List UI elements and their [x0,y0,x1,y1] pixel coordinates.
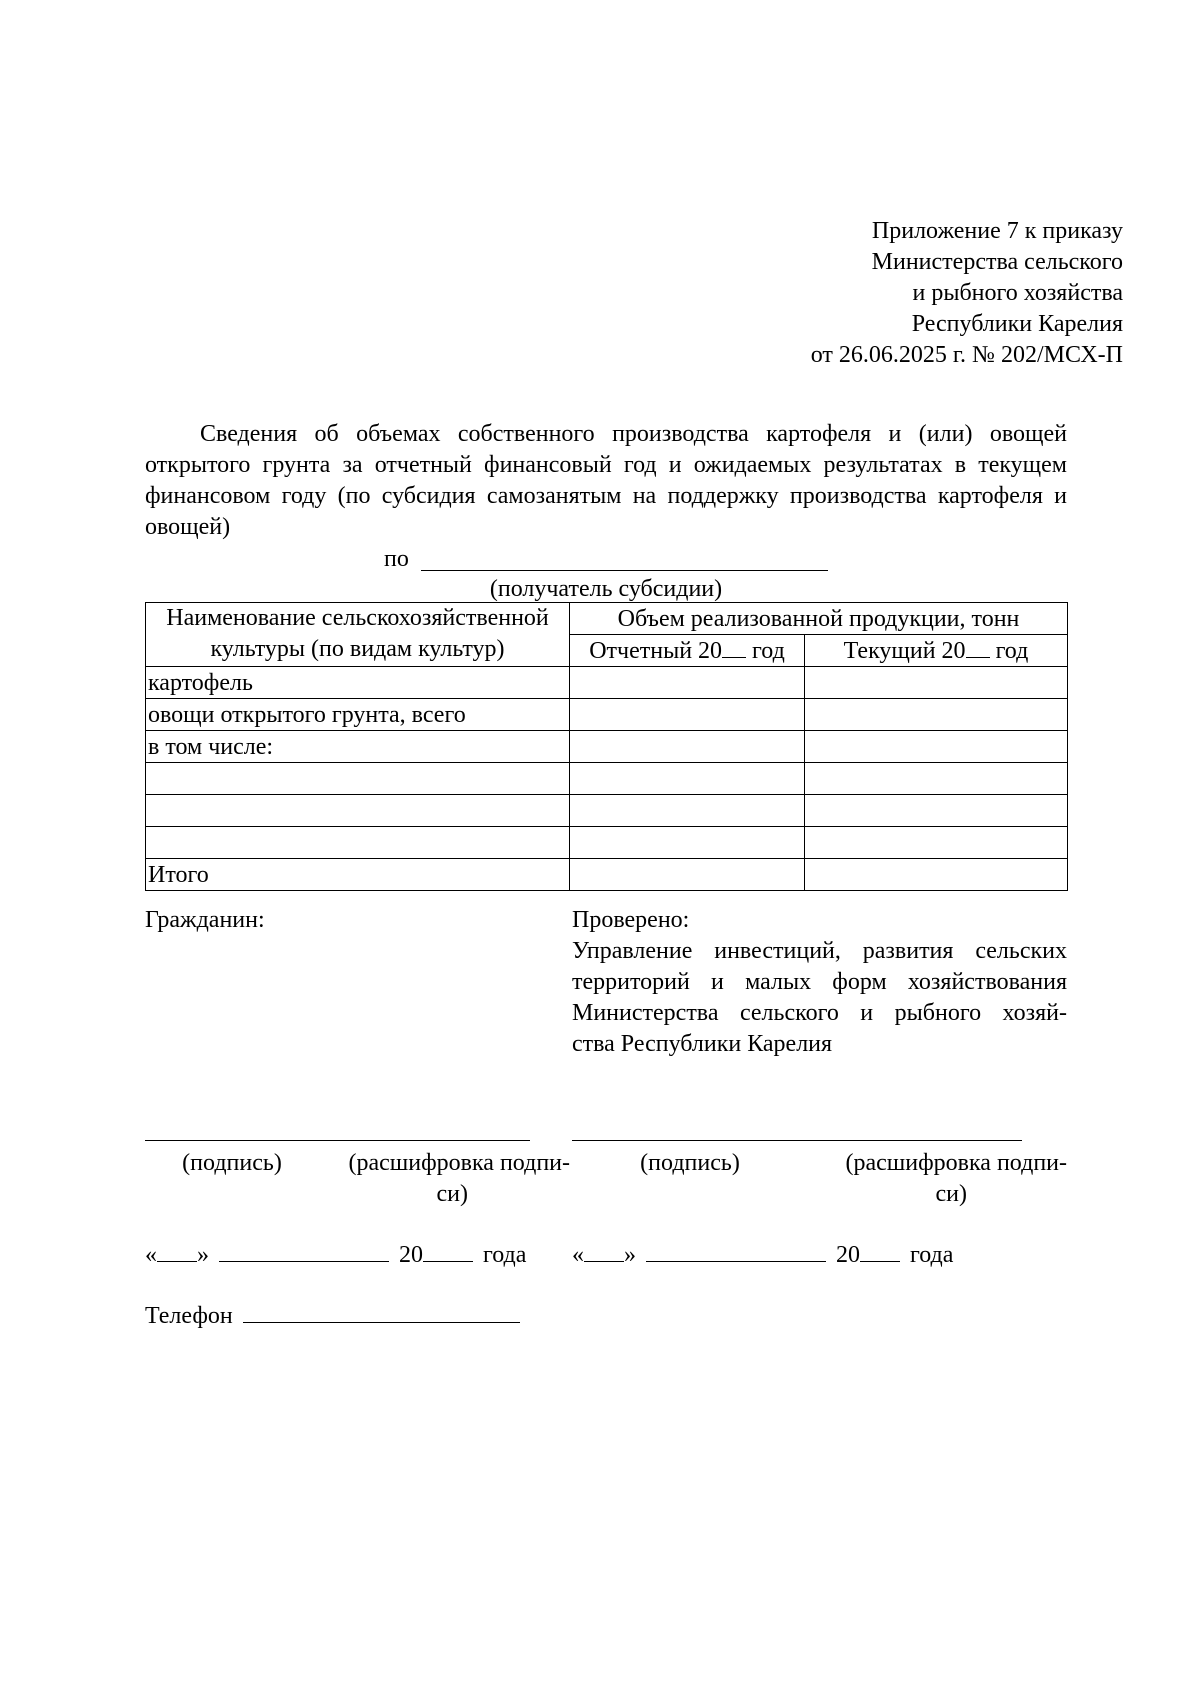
header-culture-name: Наименование сельскохозяйственной культуры (по видам культур) [146,603,570,667]
header-report-year-blank[interactable] [722,635,746,658]
row-current-value[interactable] [805,731,1068,763]
row-report-value[interactable] [570,731,805,763]
citizen-year-blank[interactable] [423,1239,473,1262]
annex-line-5: от 26.06.2025 г. № 202/МСХ-П [810,342,1123,368]
year-suffix: года [483,1242,527,1268]
checker-year-blank[interactable] [860,1239,900,1262]
citizen-date-line [145,1239,526,1271]
phone-label: Телефон [145,1303,233,1329]
checker-day-blank[interactable] [584,1239,624,1262]
production-volume-table [145,602,1068,891]
row-current-value[interactable] [805,763,1068,795]
citizen-sign-caption: (подпись) [182,1150,282,1176]
year-suffix: года [910,1242,954,1268]
row-report-value[interactable] [570,795,805,827]
table-row [146,667,1068,699]
document-title: Сведения об объемах собственного производства картофеля и (или) овощей открытого грунта за отчетный финансовый год и ожидаемых результатах в текущем финансовом году (по субсидия самозанятым на поддержку производства картофеля и овощей) [145,421,1067,540]
row-report-value[interactable] [570,859,805,891]
citizen-decode-caption-line-2: си) [436,1181,468,1207]
row-current-value[interactable] [805,699,1068,731]
row-culture-name[interactable] [146,795,570,827]
checked-block [572,905,1067,1060]
header-current-year-blank[interactable] [966,635,990,658]
row-culture-name[interactable] [146,827,570,859]
citizen-label: Гражданин: [145,907,265,933]
checked-org-line-1: Управление инвестиций, развития сельских [572,938,1067,964]
row-culture-name: овощи открытого грунта, всего [146,699,570,731]
row-current-value[interactable] [805,795,1068,827]
checker-sign-caption: (подпись) [640,1150,740,1176]
citizen-signature-line[interactable] [145,1140,530,1141]
phone-blank[interactable] [243,1300,520,1323]
table-row [146,827,1068,859]
checked-org-line-3: Министерства сельского и рыбного хозяй- [572,1000,1067,1026]
recipient-caption: (получатель субсидии) [489,576,723,602]
year-prefix: 20 [399,1242,423,1268]
checker-decode-caption-line-2: си) [935,1181,967,1207]
checked-org-line-2: территорий и малых форм хозяйствования [572,969,1067,995]
annex-line-2: Министерства сельского [871,249,1123,275]
header-report-prefix: Отчетный 20 [589,638,723,664]
row-current-value[interactable] [805,859,1068,891]
row-current-value[interactable] [805,667,1068,699]
row-culture-name: Итого [146,859,570,891]
annex-line-1: Приложение 7 к приказу [871,218,1123,244]
open-quote: « [572,1242,584,1268]
row-report-value[interactable] [570,827,805,859]
annex-header [650,216,1123,371]
header-report-suffix: год [752,638,785,664]
checker-signature-line[interactable] [572,1140,1022,1141]
phone-line [145,1300,520,1332]
citizen-decode-caption-line-1: (расшифровка подпи- [348,1150,570,1176]
checked-label: Проверено: [572,907,690,933]
header-current-prefix: Текущий 20 [843,638,966,664]
row-report-value[interactable] [570,667,805,699]
row-report-value[interactable] [570,699,805,731]
close-quote: » [624,1242,636,1268]
header-current-suffix: год [995,638,1029,664]
close-quote: » [197,1242,209,1268]
header-current-year [805,635,1068,667]
open-quote: « [145,1242,157,1268]
checker-date-line [572,1239,953,1271]
table-row [146,795,1068,827]
row-current-value[interactable] [805,827,1068,859]
row-report-value[interactable] [570,763,805,795]
row-culture-name: картофель [146,667,570,699]
annex-line-3: и рыбного хозяйства [912,280,1123,306]
row-culture-name[interactable] [146,763,570,795]
row-culture-name: в том числе: [146,731,570,763]
citizen-decode-caption [300,1148,570,1210]
table-row [146,699,1068,731]
checker-month-blank[interactable] [646,1239,826,1262]
table-row [146,763,1068,795]
header-report-year [570,635,805,667]
table-row [146,731,1068,763]
citizen-month-blank[interactable] [219,1239,389,1262]
recipient-field-line[interactable] [421,570,828,571]
annex-line-4: Республики Карелия [911,311,1123,337]
header-volume-group: Объем реализованной продукции, тонн [570,603,1068,635]
checker-decode-caption [790,1148,1067,1210]
year-prefix: 20 [836,1242,860,1268]
citizen-day-blank[interactable] [157,1239,197,1262]
recipient-prefix: по [384,546,409,572]
table-header-row-1 [146,603,1068,635]
checked-org-line-4: ства Республики Карелия [572,1031,833,1057]
table-row-total [146,859,1068,891]
checker-decode-caption-line-1: (расшифровка подпи- [845,1150,1067,1176]
